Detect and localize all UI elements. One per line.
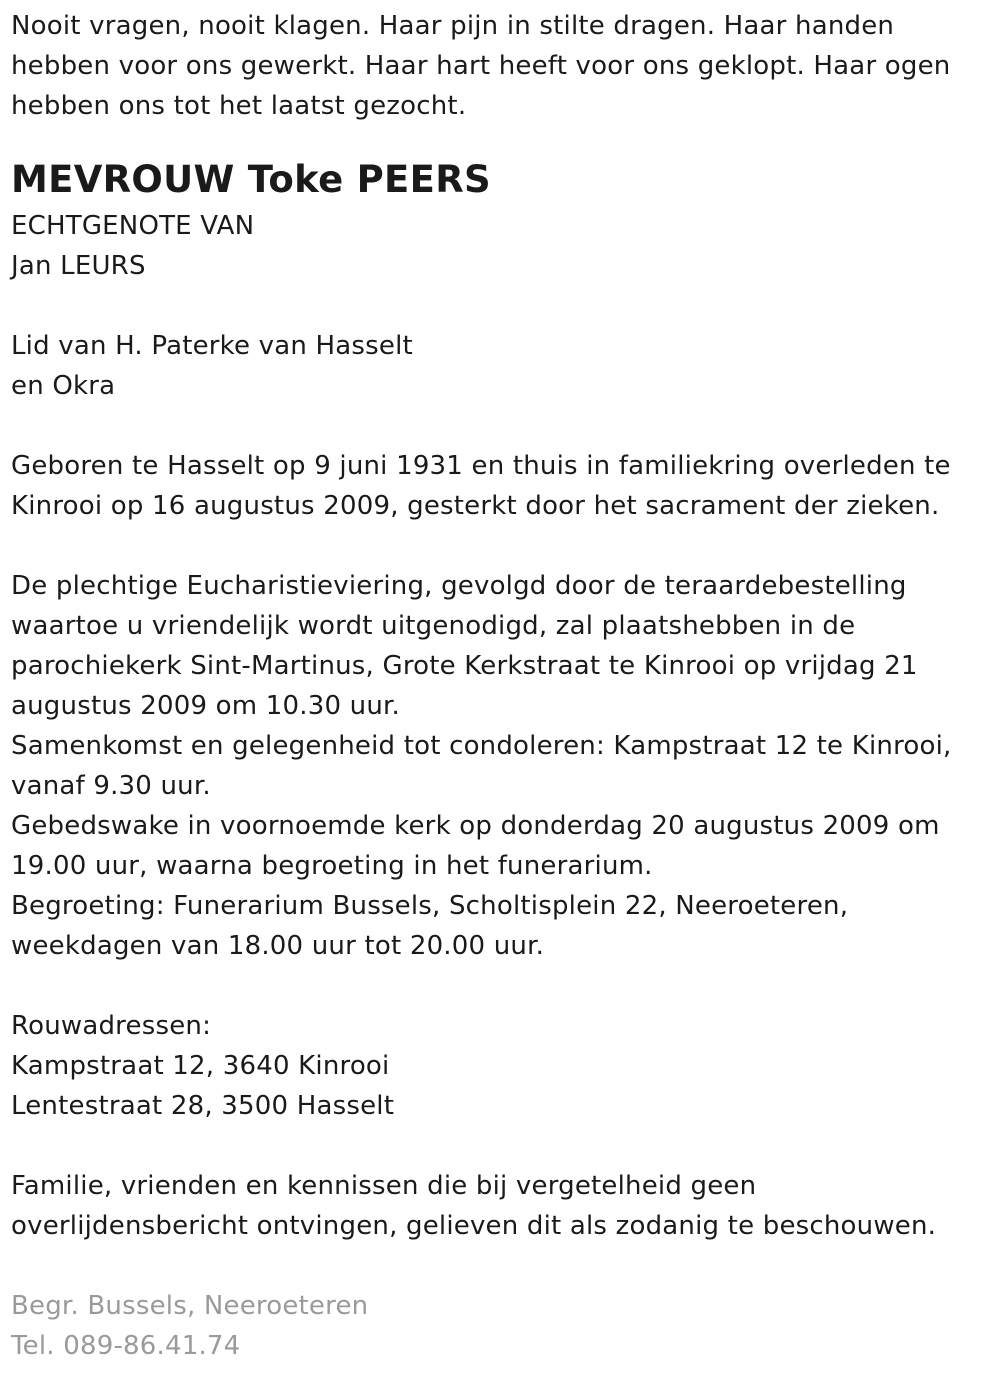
intro-line: hebben ons tot het laatst gezocht. — [11, 91, 467, 121]
notice-line: overlijdensbericht ontvingen, gelieven dit als zodanig te beschouwen. — [11, 1211, 937, 1241]
birth-death-line: Kinrooi op 16 augustus 2009, gesterkt door het sacrament der zieken. — [11, 491, 940, 521]
funeral-home-footer — [11, 1286, 986, 1366]
addresses-block — [11, 1006, 986, 1126]
notice-line: Familie, vrienden en kennissen die bij vergetelheid geen — [11, 1171, 757, 1201]
deceased-name: MEVROUW Toke PEERS — [11, 158, 491, 201]
birth-death-line: Geboren te Hasselt op 9 juni 1931 en thuis in familiekring overleden te — [11, 451, 951, 481]
funeral-home-name: Begr. Bussels, Neeroeteren — [11, 1291, 369, 1321]
ceremony-line: waartoe u vriendelijk wordt uitgenodigd, zal plaatshebben in de — [11, 611, 856, 641]
membership-block — [11, 326, 986, 406]
birth-death-paragraph — [11, 446, 986, 526]
ceremony-line: 19.00 uur, waarna begroeting in het funerarium. — [11, 851, 653, 881]
membership-line: en Okra — [11, 371, 116, 401]
ceremony-line: Begroeting: Funerarium Bussels, Scholtisplein 22, Neeroeteren, — [11, 891, 849, 921]
ceremony-line: augustus 2009 om 10.30 uur. — [11, 691, 400, 721]
spouse-label: ECHTGENOTE VAN — [11, 211, 255, 241]
ceremony-line: parochiekerk Sint-Martinus, Grote Kerkstraat te Kinrooi op vrijdag 21 — [11, 651, 918, 681]
membership-line: Lid van H. Paterke van Hasselt — [11, 331, 413, 361]
spouse-name: Jan LEURS — [11, 251, 146, 281]
addresses-heading: Rouwadressen: — [11, 1011, 212, 1041]
funeral-home-phone: Tel. 089-86.41.74 — [11, 1331, 241, 1361]
obituary-notice — [11, 6, 986, 1366]
intro-line: hebben voor ons gewerkt. Haar hart heeft voor ons geklopt. Haar ogen — [11, 51, 951, 81]
address-line: Kampstraat 12, 3640 Kinrooi — [11, 1051, 390, 1081]
spouse-block — [11, 206, 986, 286]
address-line: Lentestraat 28, 3500 Hasselt — [11, 1091, 395, 1121]
ceremony-line: De plechtige Eucharistieviering, gevolgd door de teraardebestelling — [11, 571, 907, 601]
intro-verse — [11, 6, 986, 126]
ceremony-line: weekdagen van 18.00 uur tot 20.00 uur. — [11, 931, 545, 961]
ceremony-line: Samenkomst en gelegenheid tot condoleren: Kampstraat 12 te Kinrooi, — [11, 731, 952, 761]
intro-line: Nooit vragen, nooit klagen. Haar pijn in stilte dragen. Haar handen — [11, 11, 895, 41]
notice-paragraph — [11, 1166, 986, 1246]
ceremony-paragraph — [11, 566, 986, 966]
ceremony-line: Gebedswake in voornoemde kerk op donderdag 20 augustus 2009 om — [11, 811, 940, 841]
ceremony-line: vanaf 9.30 uur. — [11, 771, 211, 801]
